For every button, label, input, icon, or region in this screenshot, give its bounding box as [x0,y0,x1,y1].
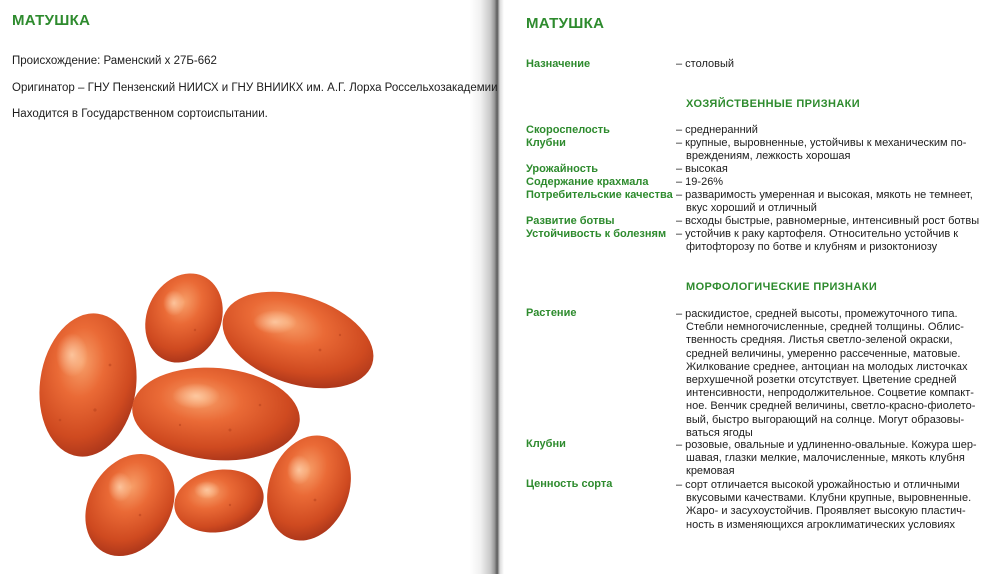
right-title: МАТУШКА [526,15,605,32]
starch-label: Содержание крахмала [526,176,649,188]
purpose-value: – столовый [676,58,735,70]
haulm-value: – всходы быстрые, равномерные, интенсивный рост ботвы [676,215,980,227]
value-label: Ценность сорта [526,478,613,490]
starch-value: – 19-26% [676,176,724,188]
morph-heading: МОРФОЛОГИЧЕСКИЕ ПРИЗНАКИ [686,281,878,293]
tubers-value: – крупные, выровненные, устойчивы к механическим по- вреждениям, лежкость хорошая [676,137,967,163]
consumer-value: – разваримость умеренная и высокая, мякоть не темнеет, вкус хороший и отличный [676,189,973,215]
maturity-value: – среднеранний [676,124,758,136]
maturity-label: Скороспелость [526,124,610,136]
originator-text: Оригинатор – ГНУ Пензенский НИИСХ и ГНУ ВНИИКХ им. А.Г. Лорха Россельхозакадемии [12,82,498,94]
value-text: – сорт отличается высокой урожайностью и отличными вкусовыми качествами. Клубни крупные, выровненные. Жаро- и засухоустойчив. Проявляет высокую пластич- ность в изменяющихся агроклиматических условиях [676,479,972,531]
tuber-bottom-middle [169,463,268,540]
tuber-small-top [131,261,237,376]
potatoes-illustration [0,0,480,574]
status-text: Находится в Государственном сортоиспытании. [12,108,268,120]
yield-value: – высокая [676,163,728,175]
tuber-bottom-left [67,438,192,573]
disease-value: – устойчив к раку картофеля. Относительно устойчив к фитофторозу по ботве и клубням и ризоктониозу [676,228,959,254]
left-title: МАТУШКА [12,12,91,29]
plant-label: Растение [526,307,577,319]
consumer-label: Потребительские качества [526,189,673,201]
yield-label: Урожайность [526,163,599,175]
morph-tubers-label: Клубни [526,438,566,450]
origin-text: Происхождение: Раменский х 27Б-662 [12,55,217,67]
plant-value: – раскидистое, средней высоты, промежуточного типа. Стебли немногочисленные, средней толщины. Облис- твенность средняя. Листья светло-зеленой окраски, средней величины, умеренно рассеченные, матовые. Жилкование среднее, антоциан на молодых листочках верхушечной розетки отсутствует. Цветение средней интенсивности, непродолжительное. Соцветие компакт- ное. Венчик средней величины, светло-красно-фиолето- вый, быстро выгорающий на солнце. Могут образовы- ваться ягоды [676,308,976,439]
purpose-label: Назначение [526,58,591,70]
tubers-label: Клубни [526,137,566,149]
econ-heading: ХОЗЯЙСТВЕННЫЕ ПРИЗНАКИ [686,98,861,110]
disease-label: Устойчивость к болезням [526,228,667,240]
morph-tubers-value: – розовые, овальные и удлиненно-овальные. Кожура шер- шавая, глазки мелкие, малочисленные, мякоть клубня кремовая [676,439,977,478]
tuber-large-left [30,307,145,463]
haulm-label: Развитие ботвы [526,215,615,227]
